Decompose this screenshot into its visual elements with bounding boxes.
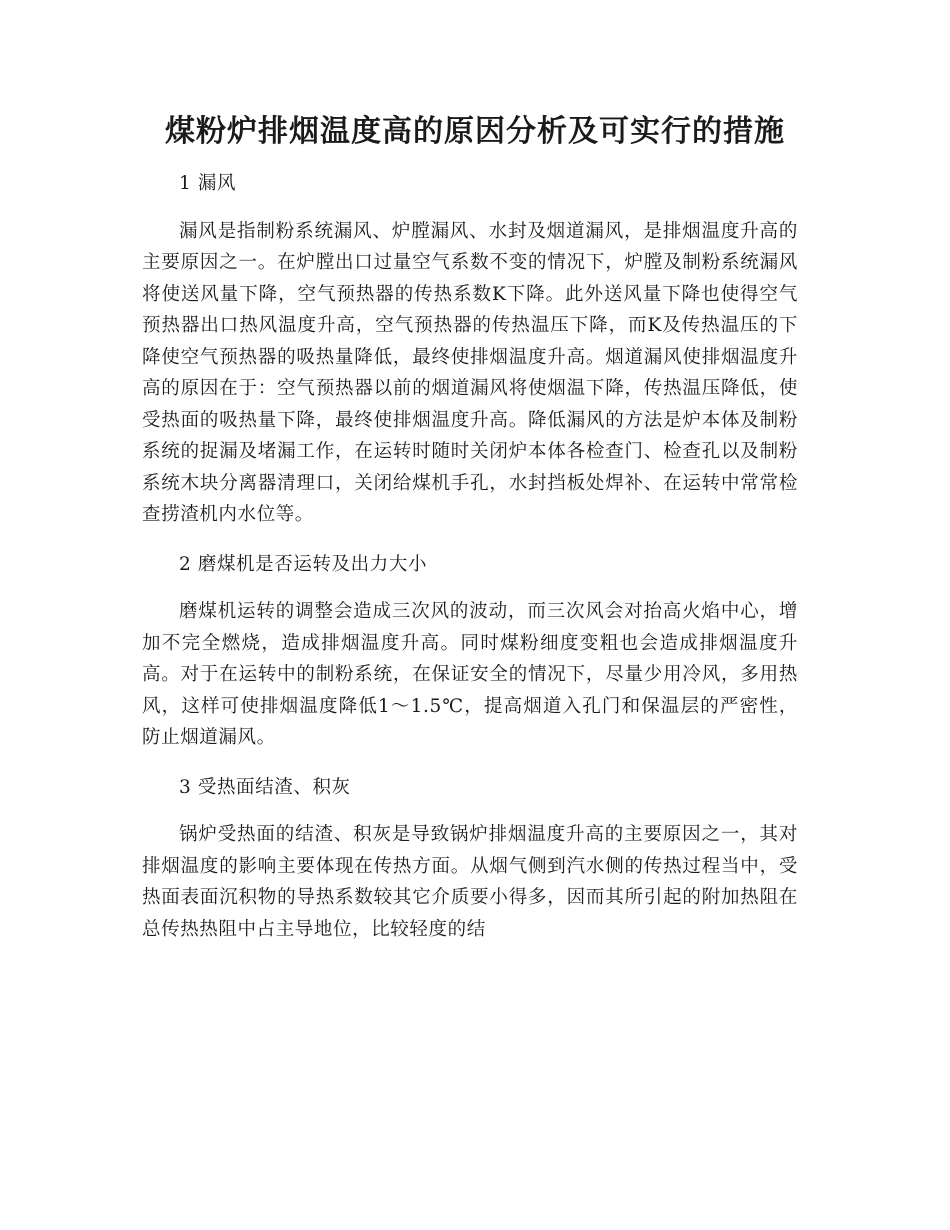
section-heading-1: 1 漏风: [179, 173, 237, 194]
section-heading-2: 2 磨煤机是否运转及出力大小: [179, 553, 428, 575]
section-heading-3: 3 受热面结渣、积灰: [179, 776, 351, 798]
document-body: [142, 168, 798, 963]
section-paragraph-1: 漏风是指制粉系统漏风、炉膛漏风、水封及烟道漏风，是排烟温度升高的主要原因之一。在炉膛出口过量空气系数不变的情况下，炉膛及制粉系统漏风将使送风量下降，空气预热器的传热系数K下降。此外送风量下降也使得空气预热器出口热风温度升高，空气预热器的传热温压下降，而K及传热温压的下降使空气预热器的吸热量降低，最终使排烟温度升高。烟道漏风使排烟温度升高的原因在于：空气预热器以前的烟道漏风将使烟温下降，传热温压降低，使受热面的吸热量下降，最终使排烟温度升高。降低漏风的方法是炉本体及制粉系统的捉漏及堵漏工作，在运转时随时关闭炉本体各检查门、检查孔以及制粉系统木块分离器清理口，关闭给煤机手孔，水封挡板处焊补、在运转中常常检查捞渣机内水位等。: [142, 220, 798, 525]
section-paragraph-3: 锅炉受热面的结渣、积灰是导致锅炉排烟温度升高的主要原因之一，其对排烟温度的影响主要体现在传热方面。从烟气侧到汽水侧的传热过程当中，受热面表面沉积物的导热系数较其它介质要小得多，因而其所引起的附加热阻在总传热热阻中占主导地位，比较轻度的结: [142, 824, 798, 940]
section-paragraph-2: 磨煤机运转的调整会造成三次风的波动，而三次风会对抬高火焰中心，增加不完全燃烧，造成排烟温度升高。同时煤粉细度变粗也会造成排烟温度升高。对于在运转中的制粉系统，在保证安全的情况下，尽量少用冷风，多用热风，这样可使排烟温度降低1～1.5℃，提高烟道入孔门和保温层的严密性，防止烟道漏风。: [142, 601, 798, 748]
document-title: 煤粉炉排烟温度高的原因分析及可实行的措施: [165, 114, 785, 149]
